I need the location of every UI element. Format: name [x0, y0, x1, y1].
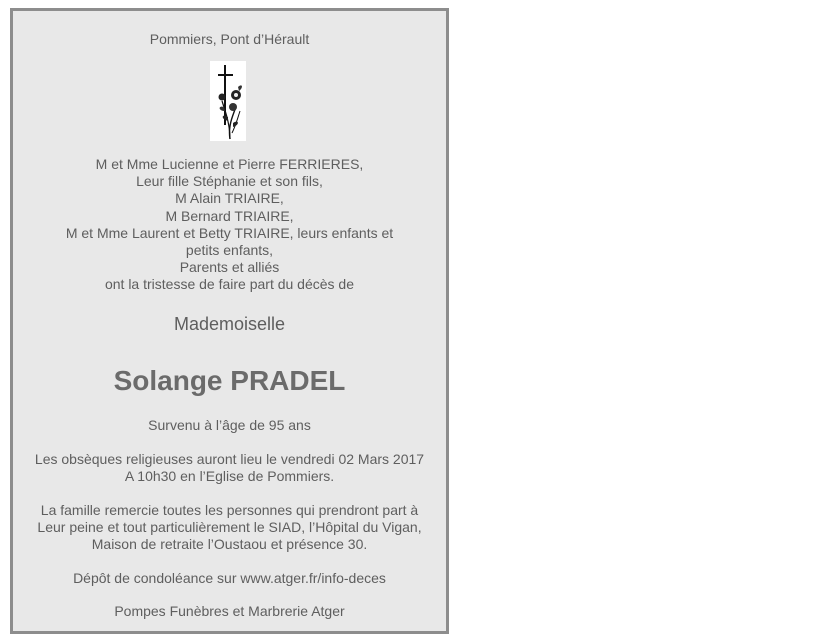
family-line: M Alain TRIAIRE,: [175, 190, 284, 207]
cross-with-flowers-icon-graphic: [210, 61, 246, 141]
funeral-place-line: A 10h30 en l’Eglise de Pommiers.: [124, 468, 335, 484]
funeral-home-name: Pompes Funèbres et Marbrerie Atger: [114, 603, 345, 619]
condolence-line: Dépôt de condoléance sur www.atger.fr/info-deces: [73, 570, 386, 586]
place-name: Pommiers, Pont d’Hérault: [149, 31, 310, 47]
family-line: Parents et alliés: [179, 259, 280, 276]
honorific-title: Mademoiselle: [173, 314, 286, 334]
age-line: Survenu à l’âge de 95 ans: [148, 417, 311, 433]
thanks-line: La famille remercie toutes les personnes qui prendront part à: [40, 502, 419, 518]
thanks-line: Maison de retraite l’Oustaou et présence 30.: [91, 536, 368, 552]
family-line: petits enfants,: [185, 242, 274, 259]
family-list: [13, 156, 446, 294]
funeral-date-line: Les obsèques religieuses auront lieu le vendredi 02 Mars 2017: [34, 451, 425, 467]
deceased-name: Solange PRADEL: [113, 365, 346, 396]
family-line: M et Mme Laurent et Betty TRIAIRE, leurs enfants et: [65, 224, 394, 241]
family-line: ont la tristesse de faire part du décès de: [104, 276, 355, 293]
obituary-notice: [10, 8, 449, 634]
family-line: M Bernard TRIAIRE,: [165, 207, 294, 224]
family-line: M et Mme Lucienne et Pierre FERRIERES,: [95, 156, 364, 172]
cross-with-flowers-icon: [210, 61, 246, 141]
family-line: Leur fille Stéphanie et son fils,: [136, 173, 323, 190]
thanks-line: Leur peine et tout particulièrement le SIAD, l’Hôpital du Vigan,: [37, 519, 422, 535]
